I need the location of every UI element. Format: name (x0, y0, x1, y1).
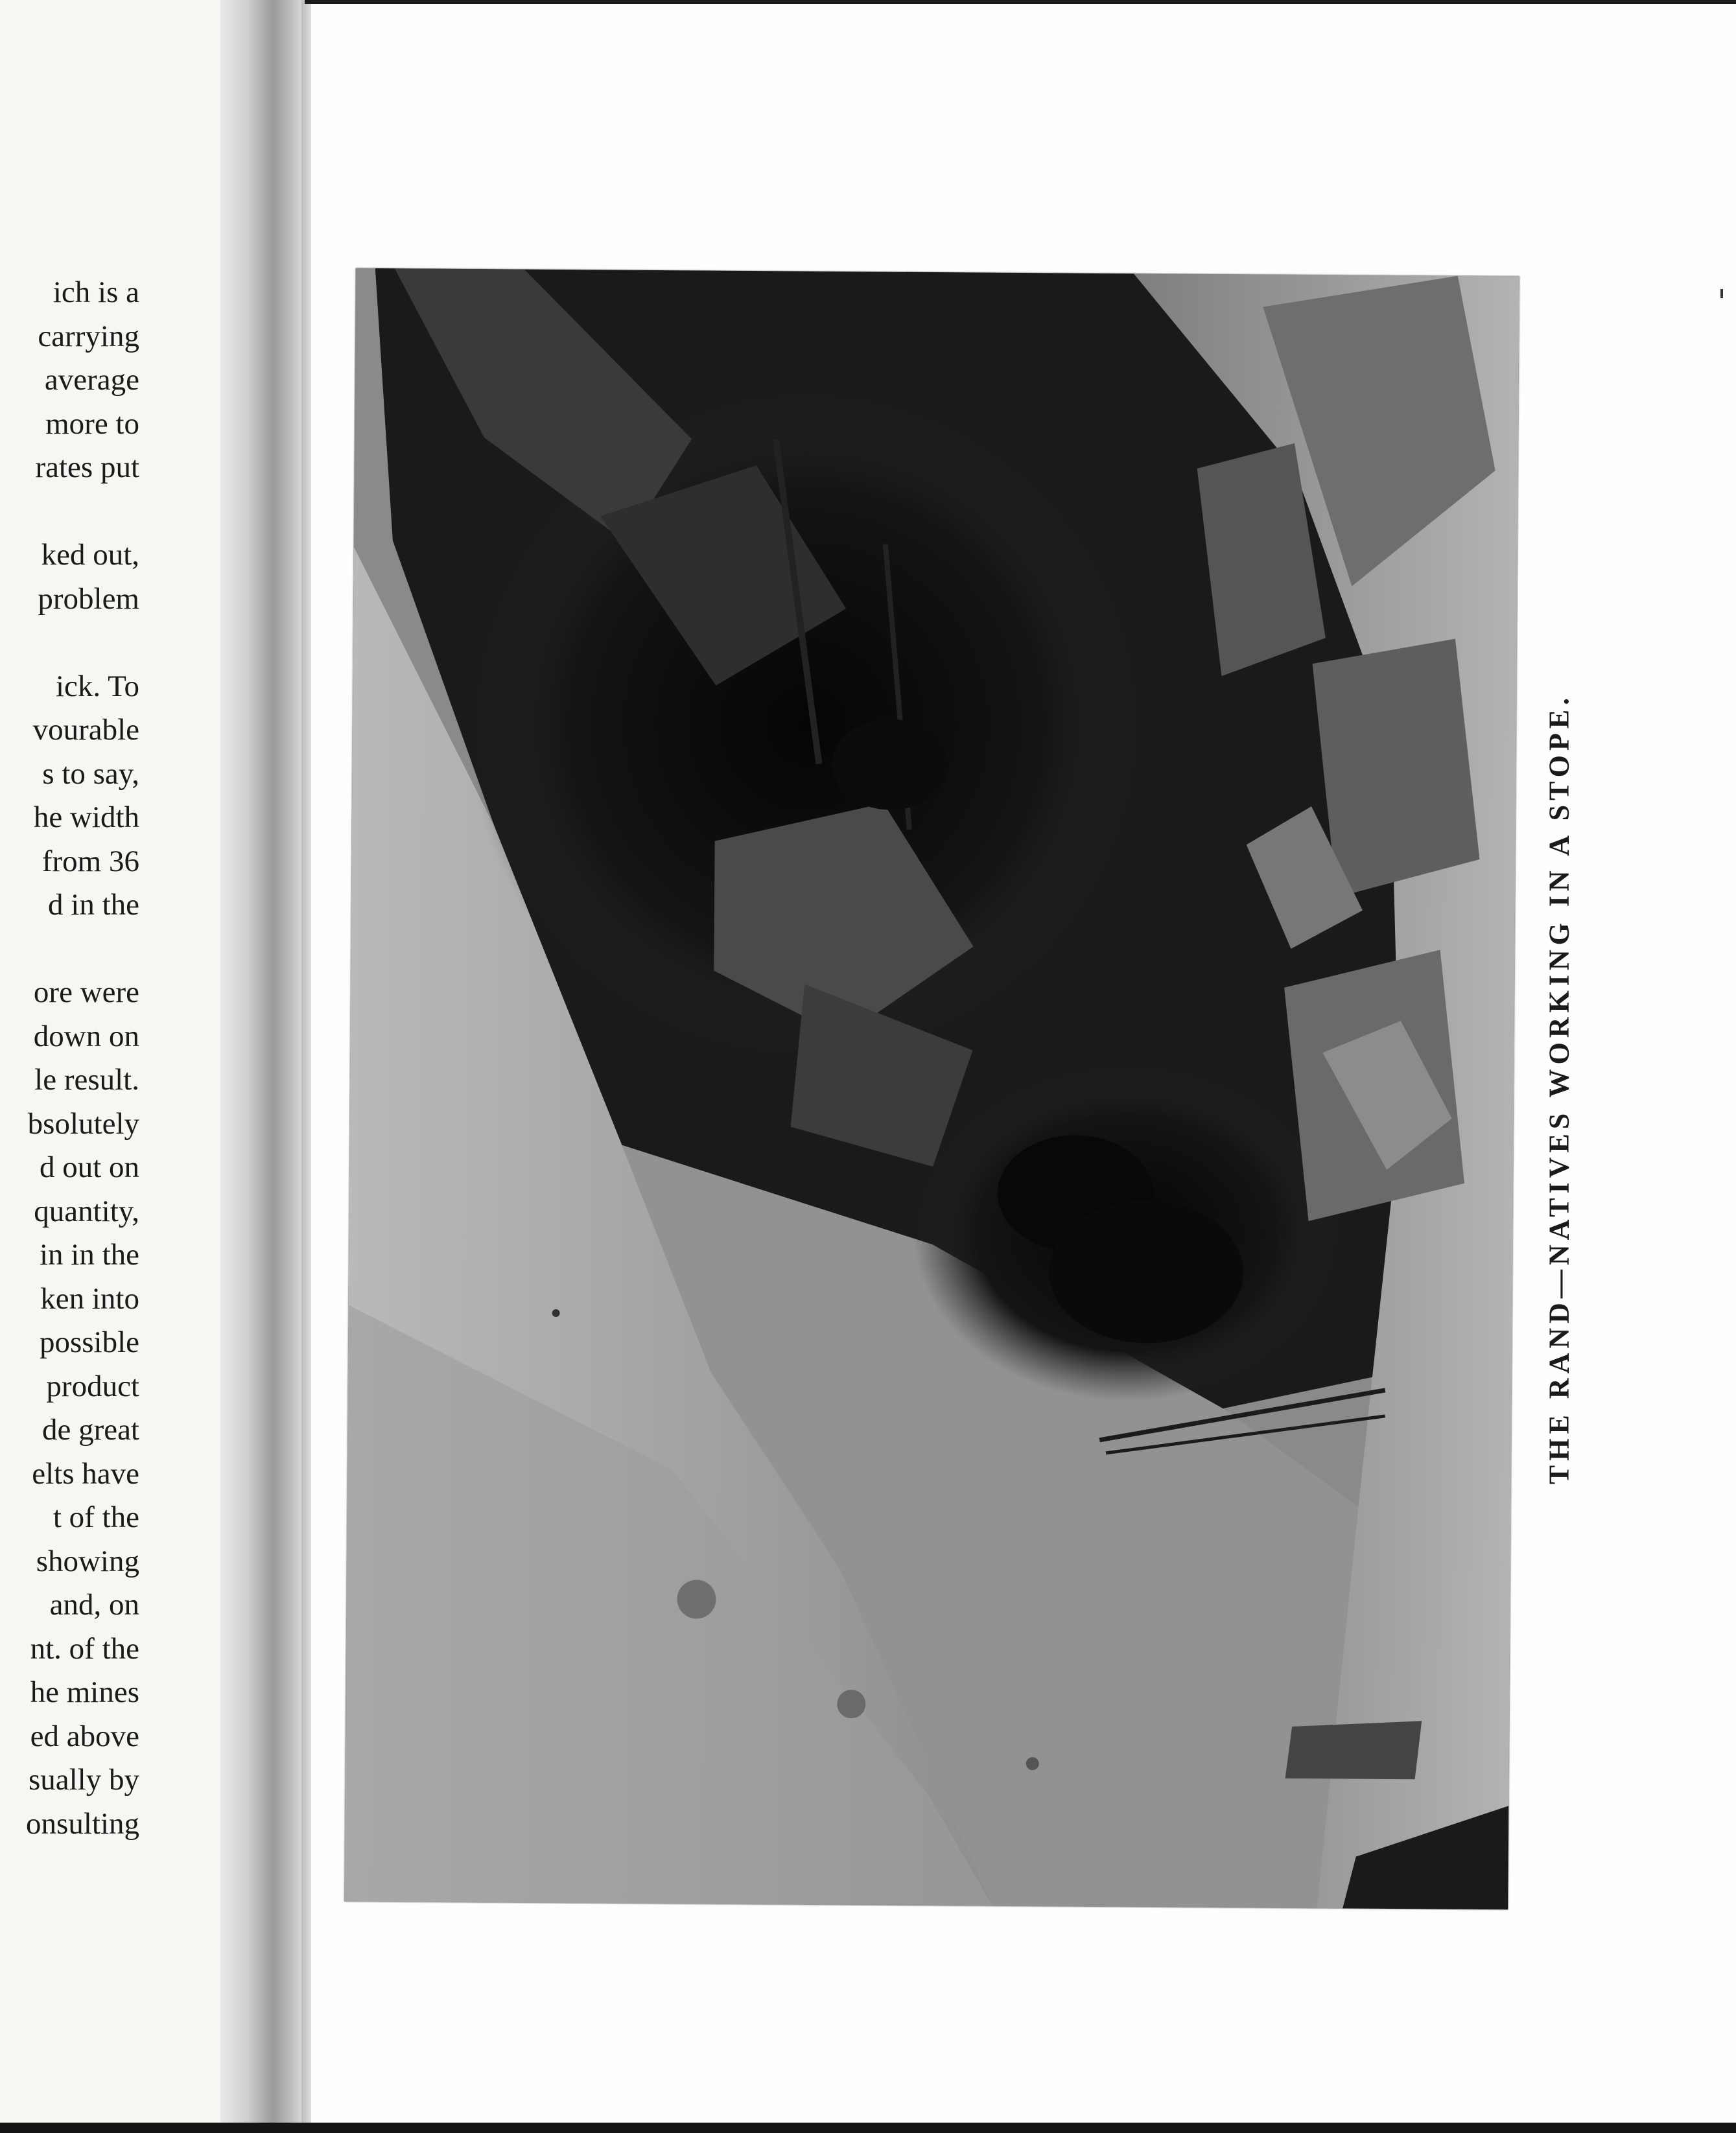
left-page-line: in in the (39, 1238, 139, 1272)
left-facing-page (0, 0, 224, 2133)
left-page-line: nt. of the (30, 1631, 139, 1666)
left-page-line: quantity, (34, 1194, 139, 1228)
left-page-line: ed above (30, 1719, 139, 1753)
left-page-line: showing (36, 1544, 139, 1578)
left-page-line: ken into (40, 1281, 139, 1316)
stope-photograph (344, 268, 1519, 1909)
scan-bottom-edge (0, 2123, 1736, 2133)
left-page-line: t of the (53, 1500, 139, 1534)
left-page-line: he mines (30, 1675, 139, 1709)
left-page-line: product (46, 1369, 139, 1403)
left-page-line: rates put (35, 450, 139, 484)
left-page-line: le result. (34, 1063, 139, 1097)
left-page-line: ick. To (56, 669, 139, 703)
left-page-line (0, 927, 139, 972)
left-page-line: problem (38, 581, 139, 616)
left-page-line: from 36 (41, 844, 139, 878)
left-page-line: and, on (49, 1588, 139, 1622)
left-page-line (0, 621, 139, 665)
left-page-line: more to (45, 406, 139, 441)
left-page-line: elts have (32, 1456, 139, 1491)
photo-plate (344, 268, 1519, 1909)
plate-caption: THE RAND—NATIVES WORKING IN A STOPE. (1543, 693, 1575, 1485)
plate-caption-area (1510, 648, 1608, 1530)
left-page-line: vourable (32, 713, 139, 747)
left-page-text-column (0, 271, 139, 1846)
left-page-line: de great (41, 1413, 139, 1447)
left-page-line: ich is a (53, 275, 139, 309)
left-page-line: d out on (39, 1150, 139, 1184)
left-page-line: ore were (33, 975, 139, 1009)
left-page-line: s to say, (42, 756, 139, 791)
left-page-line: onsulting (26, 1806, 139, 1841)
book-gutter (220, 0, 311, 2133)
left-page-line (0, 490, 139, 534)
left-page-line: possible (39, 1325, 139, 1359)
left-page-line: carrying (38, 319, 139, 353)
left-page-line: down on (33, 1019, 139, 1053)
left-page-line: ked out, (41, 538, 139, 572)
left-page-line: sually by (28, 1763, 139, 1797)
page-speck (1720, 289, 1723, 298)
left-page-line: average (44, 363, 139, 397)
left-page-line: he width (33, 800, 139, 834)
left-page-line: d in the (48, 888, 139, 922)
left-page-line: bsolutely (27, 1106, 139, 1141)
